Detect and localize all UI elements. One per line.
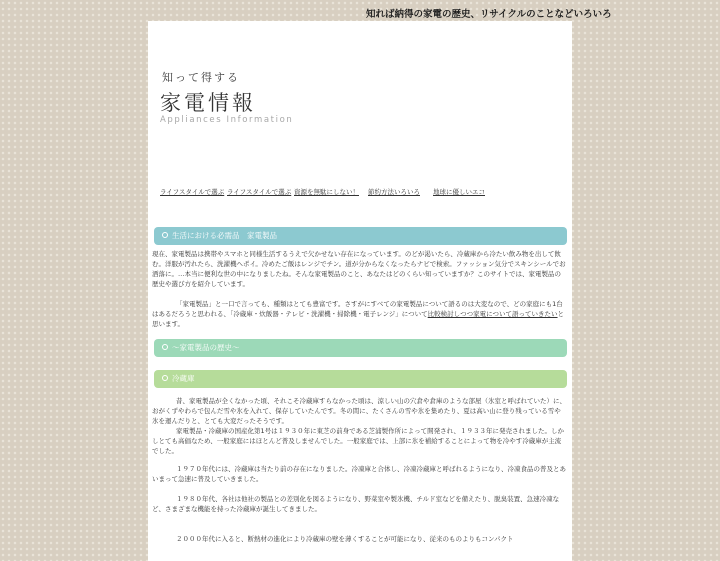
- logo-title: 家電情報: [160, 91, 256, 115]
- section-heading-history: [154, 339, 567, 357]
- nav-link-resources[interactable]: 資源を無駄にしない！: [294, 188, 359, 196]
- intro-paragraph-2-text: 「家電製品」と一口で言っても、種類はとても豊富です。さすがにすべての家電製品について語るのは大変なので、どの家庭にも1台はあるだろうと思われる、「冷蔵庫・炊飯器・テレビ・洗濯機・掃除機・電子レンジ」について: [152, 300, 563, 318]
- section-heading-text: 生活における必需品 家電製品: [172, 231, 277, 240]
- fridge-paragraph-2: 家電製品・冷蔵庫の国産化第1号は１９３０年に東芝の前身である芝浦製作所によって開発され、１９３３年に発売されました。しかしとても高価なため、一般家庭にはほとんど普及しませんでした。一般家庭では、上部に氷を補給することによって物を冷やす冷蔵庫が主流でした。: [152, 427, 565, 455]
- section-heading-text: 冷蔵庫: [172, 374, 195, 383]
- site-logo[interactable]: [160, 69, 293, 125]
- section-heading-fridge: [154, 370, 567, 388]
- fridge-paragraph-4: １９８０年代、各社は他社の製品との差別化を図るようになり、野菜室や製氷機、チルド室などを備えたり、脱臭装置、急速冷凍など、さまざまな機能を持った冷蔵庫が誕生してきました。: [152, 495, 560, 513]
- site-tagline: 知れば納得の家電の歴史、リサイクルのことなどいろいろ: [366, 9, 612, 20]
- fridge-paragraph-5: ２０００年代に入ると、断熱材の進化により冷蔵庫の壁を薄くすることが可能になり、従来のものよりもコンパクト: [176, 535, 514, 543]
- section-heading-text: ～家電製品の歴史～: [172, 343, 240, 352]
- main-page: [148, 21, 572, 561]
- nav-link-lifestyle-2[interactable]: ライフスタイルで選ぶ: [227, 188, 292, 196]
- nav-link-saving[interactable]: 節約方法いろいろ: [368, 188, 420, 196]
- nav-link-lifestyle-1[interactable]: ライフスタイルで選ぶ: [160, 188, 225, 196]
- section-heading-intro: [154, 227, 567, 245]
- circle-bullet-icon: [162, 232, 168, 238]
- compare-appliances-link[interactable]: 比較検討しつつ家電について語っていきたい: [427, 310, 558, 318]
- fridge-paragraph-1: 昔、家電製品が全くなかった頃、それこそ冷蔵庫すらなかった頃は、涼しい山の穴倉や倉庫のような部屋（氷室と呼ばれていた）に、おがくずやわらで包んだ雪や氷を入れて、保存していたんです。冬の間に、たくさんの雪や氷を集めたり、夏は高い山に登り残っている雪や氷を運んだりと、とても大変だったそうです。: [152, 397, 566, 425]
- intro-paragraph-2: [152, 299, 566, 329]
- circle-bullet-icon: [162, 375, 168, 381]
- intro-paragraph-2-end: と思います。: [152, 310, 565, 328]
- circle-bullet-icon: [162, 344, 168, 350]
- fridge-paragraph-3: １９７０年代には、冷蔵庫は当たり前の存在になりました。冷凍庫と合体し、冷凍冷蔵庫と呼ばれるようになり、冷凍食品の普及とあいまって急速に普及していきました。: [152, 465, 566, 483]
- global-nav: [160, 187, 570, 201]
- intro-paragraph-1: 現在、家電製品は携帯やスマホと同様生活するうえで欠かせない存在になっています。のどが渇いたら、冷蔵庫から冷たい飲み物を出して飲む。洋服が汚れたら、洗濯機へポイ。冷めたご飯はレンジでチン。道が分からなくなったらナビで検索。ファッション気分でスキンシールでお洒落に。…本当に便利な世の中になりましたね。そんな家電製品のこと、あなたはどのくらい知っていますか？このサイトでは、家電製品の歴史や選び方を紹介しています。: [152, 250, 566, 288]
- logo-subtitle: 知って得する: [162, 71, 240, 84]
- logo-english: Appliances Information: [160, 115, 294, 125]
- nav-link-eco[interactable]: 地球に優しいエコ: [433, 188, 485, 196]
